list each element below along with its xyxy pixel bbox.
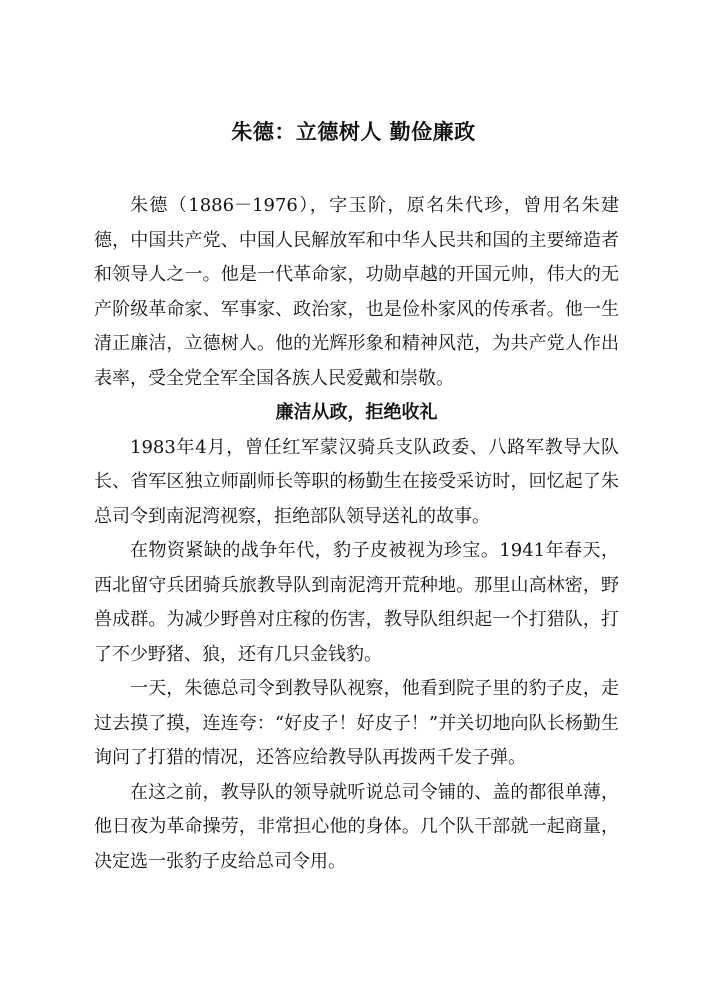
article-title: 朱德：立德树人 勤俭廉政 [231,119,476,144]
body-paragraph: 一天，朱德总司令到教导队视察，他看到院子里的豹子皮，走过去摸了摸，连连夸：“好皮子！好皮子！”并关切地向队长杨勤生询问了打猎的情况，还答应给教导队再拨两千发子弹。 [94,678,619,768]
section-heading: 廉洁从政，拒绝收礼 [275,402,438,423]
intro-paragraph: 朱德（1886－1976），字玉阶，原名朱代珍，曾用名朱建德，中国共产党、中国人民解放军和中华人民共和国的主要缔造者和领导人之一。他是一代革命家，功勋卓越的开国元帅，伟大的无产阶级革命家、军事家、政治家，也是俭朴家风的传承者。他一生清正廉洁，立德树人。他的光辉形象和精神风范，为共产党人作出表率，受全党全军全国各族人民爱戴和崇敬。 [94,195,619,389]
body-paragraph: 在物资紧缺的战争年代，豹子皮被视为珍宝。1941年春天，西北留守兵团骑兵旅教导队到南泥湾开荒种地。那里山高林密，野兽成群。为减少野兽对庄稼的伤害，教导队组织起一个打猎队，打了不少野猪、狼，还有几只金钱豹。 [94,540,619,665]
body-paragraph: 在这之前，教导队的领导就听说总司令铺的、盖的都很单薄，他日夜为革命操劳，非常担心他的身体。几个队干部就一起商量，决定选一张豹子皮给总司令用。 [94,781,619,872]
article-body [94,189,619,879]
body-paragraph: 1983年4月，曾任红军蒙汉骑兵支队政委、八路军教导大队长、省军区独立师副师长等职的杨勤生在接受采访时，回忆起了朱总司令到南泥湾视察，拒绝部队领导送礼的故事。 [94,436,619,527]
